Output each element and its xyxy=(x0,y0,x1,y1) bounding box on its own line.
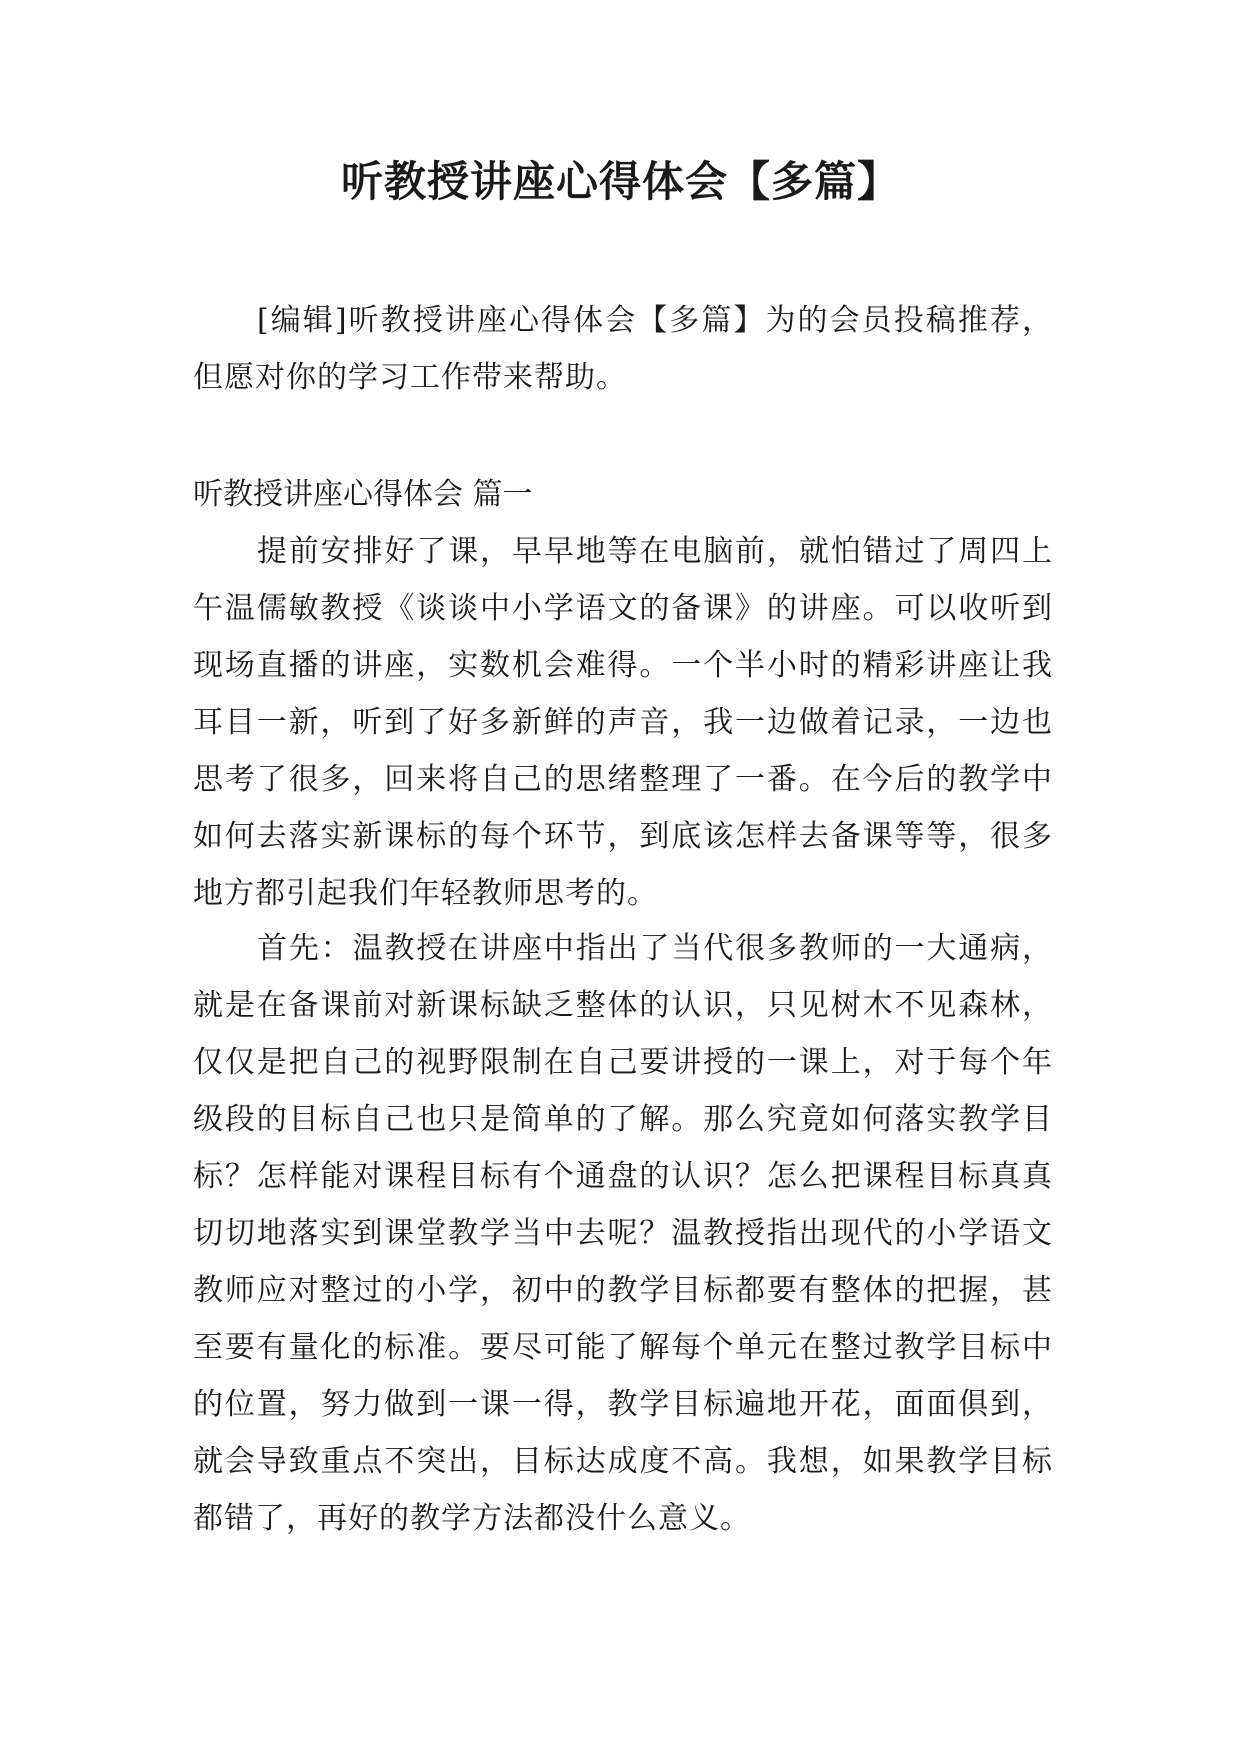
body-paragraph-1: 提前安排好了课，早早地等在电脑前，就怕错过了周四上午温儒敏教授《谈谈中小学语文的备课》的讲座。可以收听到现场直播的讲座，实数机会难得。一个半小时的精彩讲座让我耳目一新，听到了好多新鲜的声音，我一边做着记录，一边也思考了很多，回来将自己的思绪整理了一番。在今后的教学中如何去落实新课标的每个环节，到底该怎样去备课等等，很多地方都引起我们年轻教师思考的。 xyxy=(193,534,1053,911)
document-title: 听教授讲座心得体会【多篇】 xyxy=(340,157,900,206)
section-heading: 听教授讲座心得体会 篇一 xyxy=(193,477,533,512)
intro-paragraph: [编辑]听教授讲座心得体会【多篇】为的会员投稿推荐，但愿对你的学习工作带来帮助。 xyxy=(193,303,1053,395)
body-paragraph-2: 首先：温教授在讲座中指出了当代很多教师的一大通病，就是在备课前对新课标缺乏整体的认识，只见树木不见森林，仅仅是把自己的视野限制在自己要讲授的一课上，对于每个年级段的目标自己也只是简单的了解。那么究竟如何落实教学目标？怎样能对课程目标有个通盘的认识？怎么把课程目标真真切切地落实到课堂教学当中去呢？温教授指出现代的小学语文教师应对整过的小学，初中的教学目标都要有整体的把握，甚至要有量化的标准。要尽可能了解每个单元在整过教学目标中的位置，努力做到一课一得，教学目标遍地开花，面面俱到，就会导致重点不突出，目标达成度不高。我想，如果教学目标都错了，再好的教学方法都没什么意义。 xyxy=(193,931,1053,1536)
